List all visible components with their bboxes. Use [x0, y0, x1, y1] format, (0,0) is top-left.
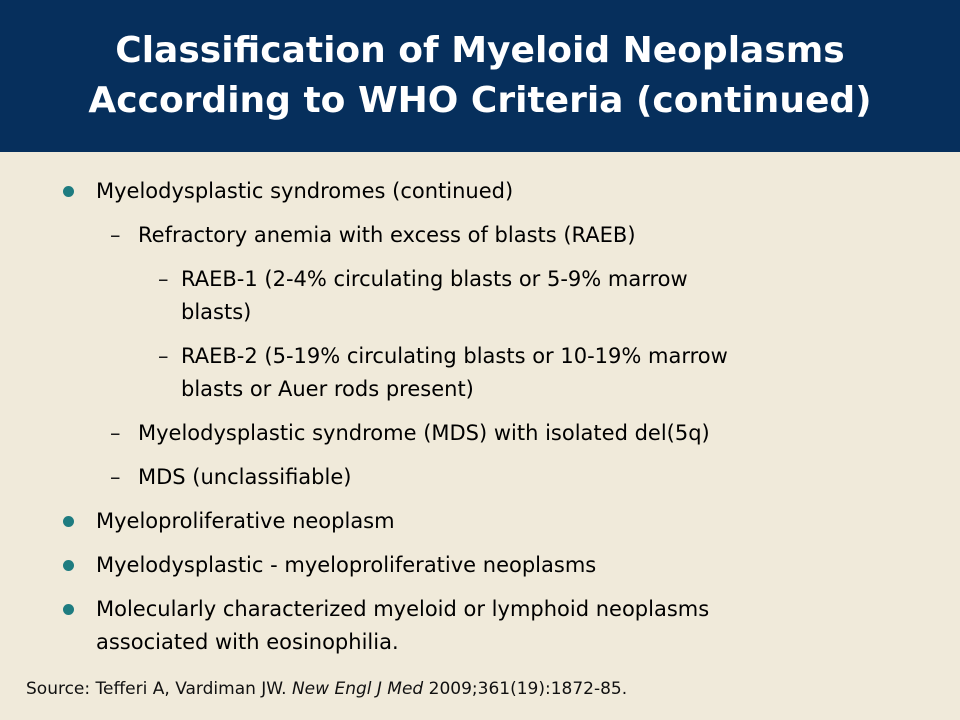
dash-icon: –	[110, 421, 121, 445]
source-journal: New Engl J Med	[291, 679, 424, 699]
source-suffix: 2009;361(19):1872-85.	[423, 679, 628, 699]
dash-icon: –	[110, 223, 121, 247]
sub-item-raeb: Refractory anemia with excess of blasts (RAEB)	[138, 223, 636, 247]
source-prefix: Source: Tefferi A, Vardiman JW.	[26, 679, 292, 699]
bullet-myelodysplastic-syndromes: Myelodysplastic syndromes (continued)	[96, 179, 514, 203]
subsub-item-raeb1-line1: RAEB-1 (2-4% circulating blasts or 5-9% marrow	[181, 267, 688, 291]
bullet-dot-icon	[63, 560, 74, 571]
subsub-item-raeb2-line2: blasts or Auer rods present)	[181, 377, 474, 401]
subsub-item-raeb1-line2: blasts)	[181, 300, 252, 324]
bullet-molecular-line2: associated with eosinophilia.	[96, 630, 399, 654]
bullet-dot-icon	[63, 186, 74, 197]
dash-icon: –	[158, 267, 169, 291]
dash-icon: –	[158, 344, 169, 368]
slide-title-line-2: According to WHO Criteria (continued)	[88, 80, 872, 121]
bullet-dot-icon	[63, 604, 74, 615]
title-banner	[0, 0, 960, 152]
bullet-myeloproliferative: Myeloproliferative neoplasm	[96, 509, 395, 533]
slide-title-line-1: Classification of Myeloid Neoplasms	[115, 30, 845, 71]
subsub-item-raeb2-line1: RAEB-2 (5-19% circulating blasts or 10-19% marrow	[181, 344, 728, 368]
bullet-mds-mpn: Myelodysplastic - myeloproliferative neoplasms	[96, 553, 597, 577]
bullet-molecular-line1: Molecularly characterized myeloid or lymphoid neoplasms	[96, 597, 710, 621]
source-citation	[26, 676, 627, 702]
sub-item-mds-unclassifiable: MDS (unclassifiable)	[138, 465, 352, 489]
dash-icon: –	[110, 465, 121, 489]
sub-item-mds-del5q: Myelodysplastic syndrome (MDS) with isolated del(5q)	[138, 421, 710, 445]
bullet-dot-icon	[63, 516, 74, 527]
